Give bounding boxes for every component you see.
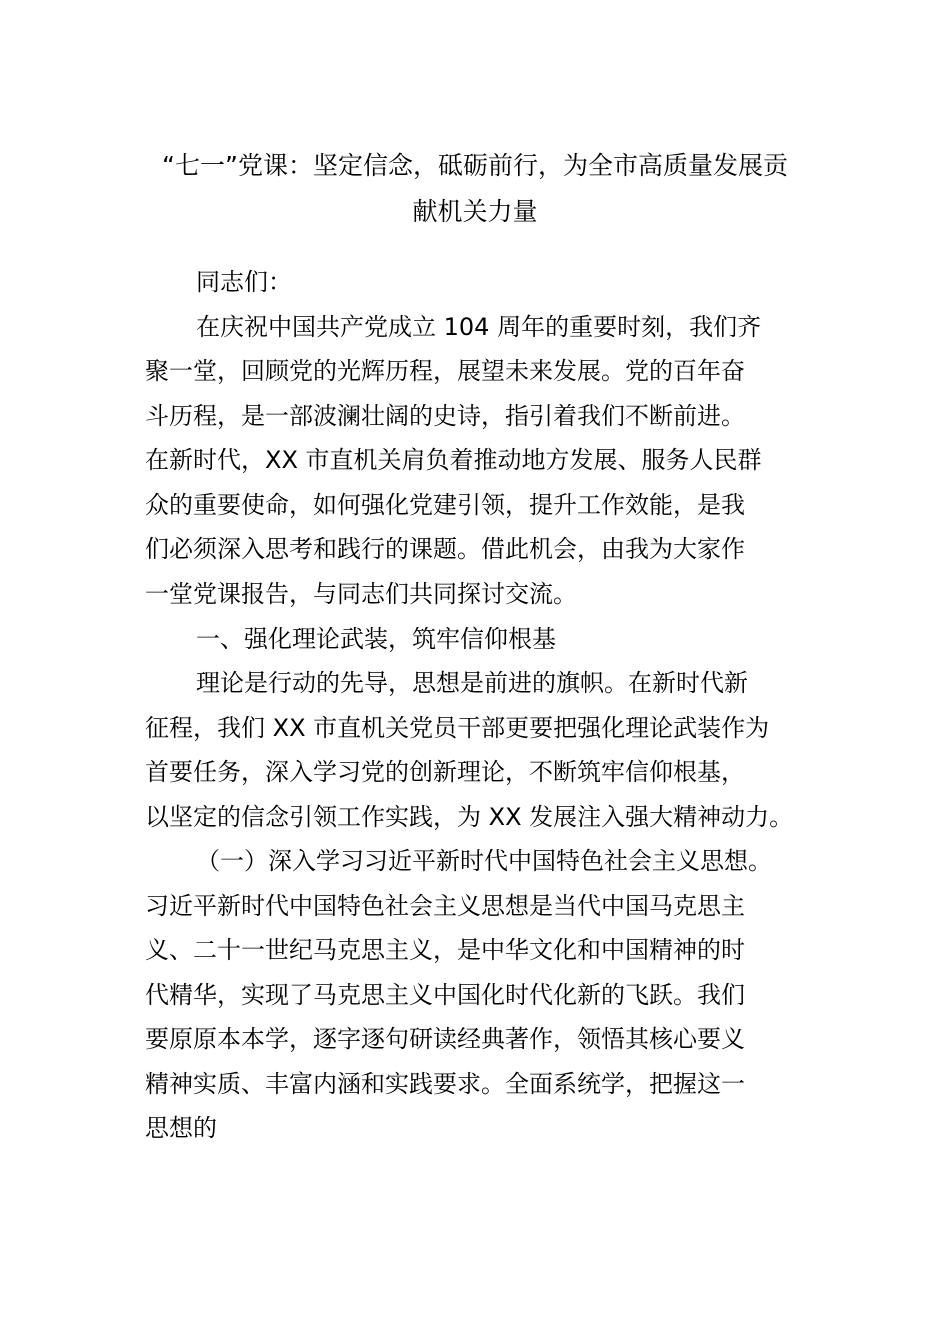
- document-title-line-1: “七一”党课：坚定信念，砥砺前行，为全市高质量发展贡: [162, 151, 788, 180]
- body-line: 代精华，实现了马克思主义中国化时代化新的飞跃。我们: [145, 981, 745, 1009]
- subsection-heading: （一）深入学习习近平新时代中国特色社会主义思想。: [196, 847, 772, 875]
- body-line: 众的重要使命，如何强化党建引领，提升工作效能，是我: [145, 491, 745, 519]
- salutation: 同志们：: [196, 268, 292, 296]
- body-line: 习近平新时代中国特色社会主义思想是当代中国马克思主: [145, 892, 745, 920]
- body-line: 精神实质、丰富内涵和实践要求。全面系统学，把握这一: [145, 1070, 745, 1098]
- body-line: 征程，我们 XX 市直机关党员干部更要把强化理论武装作为: [145, 714, 770, 742]
- body-line: 斗历程，是一部波澜壮阔的史诗，指引着我们不断前进。: [145, 402, 745, 430]
- body-line: 一堂党课报告，与同志们共同探讨交流。: [145, 580, 577, 608]
- body-line: 在庆祝中国共产党成立 104 周年的重要时刻，我们齐: [196, 313, 762, 341]
- body-line: 义、二十一世纪马克思主义，是中华文化和中国精神的时: [145, 936, 745, 964]
- body-line: 理论是行动的先导，思想是前进的旗帜。在新时代新: [196, 669, 748, 697]
- body-line: 思想的: [145, 1114, 217, 1142]
- body-line: 在新时代，XX 市直机关肩负着推动地方发展、服务人民群: [145, 446, 762, 474]
- body-line: 们必须深入思考和践行的课题。借此机会，由我为大家作: [145, 535, 745, 563]
- section-heading: 一、强化理论武装，筑牢信仰根基: [196, 625, 556, 653]
- document-title-line-2: 献机关力量: [412, 197, 538, 226]
- body-line: 首要任务，深入学习党的创新理论，不断筑牢信仰根基，: [145, 758, 745, 786]
- body-line: 聚一堂，回顾党的光辉历程，展望未来发展。党的百年奋: [145, 357, 745, 385]
- body-line: 要原原本本学，逐字逐句研读经典著作，领悟其核心要义: [145, 1025, 745, 1053]
- body-line: 以坚定的信念引领工作实践，为 XX 发展注入强大精神动力。: [145, 803, 794, 831]
